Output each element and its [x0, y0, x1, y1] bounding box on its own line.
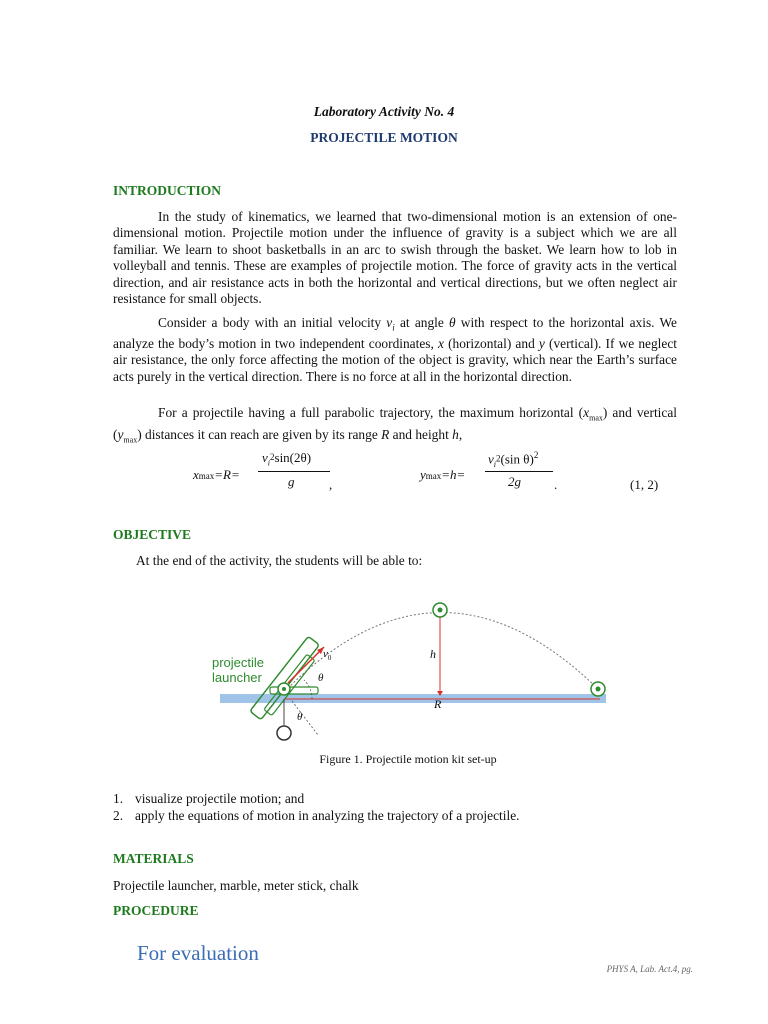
equation-2-period: . — [554, 477, 558, 492]
equation-2-fraction-bar — [485, 471, 553, 472]
page-footer: PHYS A, Lab. Act.4, pg. — [606, 964, 693, 974]
plumb-bob — [277, 726, 291, 740]
ball-start-dot — [282, 687, 286, 691]
figure-1 — [200, 595, 620, 745]
objective-heading: OBJECTIVE — [113, 527, 192, 542]
equation-2-numerator: $v_i2(\sin$ θ)$^2$ — [488, 450, 539, 469]
intro-paragraph-3: For a projectile having a full parabolic trajectory, the maximum horizontal $(x_{max})$ and vertical $(y_{max})$ distances it can reach are given by its range R and height h, — [113, 405, 678, 445]
equation-1-comma: , — [329, 477, 333, 492]
equation-1-lhs: xmax=R= — [193, 467, 240, 482]
objective-item-1: 1. visualize projectile motion; and — [113, 791, 305, 806]
lab-activity-title: Laboratory Activity No. 4 — [313, 104, 455, 119]
theta-label-bottom: θ — [297, 711, 303, 723]
intro-paragraph-2: Consider a body with an initial velocity $v_i$ at angle θ with respect to the horizontal axis. We analyze the body’s motion in two independent coordinates, x (horizontal) and y (vertical). If we neglect air resistance, the only force affecting the motion of the object is gravity, which near the Earth’s surface acts purely in the vertical direction. There is no force at all in the horizontal direction. — [113, 315, 678, 384]
procedure-heading: PROCEDURE — [113, 903, 199, 918]
trajectory-path — [285, 612, 598, 691]
R-label: R — [434, 697, 442, 711]
objective-lead: At the end of the activity, the students will be able to: — [136, 553, 423, 568]
h-label: h — [430, 647, 436, 661]
introduction-heading: INTRODUCTION — [113, 183, 222, 198]
equation-1-numerator: $v_i2\sin(2\theta)$ — [262, 450, 312, 468]
equation-1-denominator: g — [288, 474, 295, 489]
launcher-label: projectile launcher — [212, 655, 265, 685]
objective-item-2: 2. apply the equations of motion in analyzing the trajectory of a projectile. — [113, 808, 520, 823]
materials-heading: MATERIALS — [113, 851, 194, 866]
ball-apex-dot — [438, 608, 443, 613]
equation-1-fraction-bar — [258, 471, 330, 472]
materials-text: Projectile launcher, marble, meter stick, chalk — [113, 878, 359, 893]
equation-2-denominator: 2g — [508, 474, 521, 489]
theta-label-top: θ — [318, 672, 324, 684]
figure-caption: Figure 1. Projectile motion kit set-up — [319, 752, 497, 766]
page-title: PROJECTILE MOTION — [310, 130, 458, 145]
intro-paragraph-1: In the study of kinematics, we learned that two-dimensional motion is an extension of one-dimensional motion. Projectile motion under the influence of gravity is a subject which we are all familiar. We learn to shoot basketballs in an arc to swish through the basket. We learn how to lob in volleyball and tennis. These are examples of projectile motion. The force of gravity acts in the vertical direction, and air resistance acts in both the horizontal and vertical directions, but we often neglect air resistance for small objects. — [113, 209, 677, 307]
equation-number: (1, 2) — [630, 477, 659, 492]
ball-landing-dot — [596, 687, 601, 692]
v0-label: $v_0$ — [323, 648, 332, 663]
angle-guide-bottom — [292, 701, 318, 735]
evaluation-watermark: For evaluation — [137, 941, 259, 965]
equation-2-lhs: ymax=h= — [420, 467, 466, 482]
